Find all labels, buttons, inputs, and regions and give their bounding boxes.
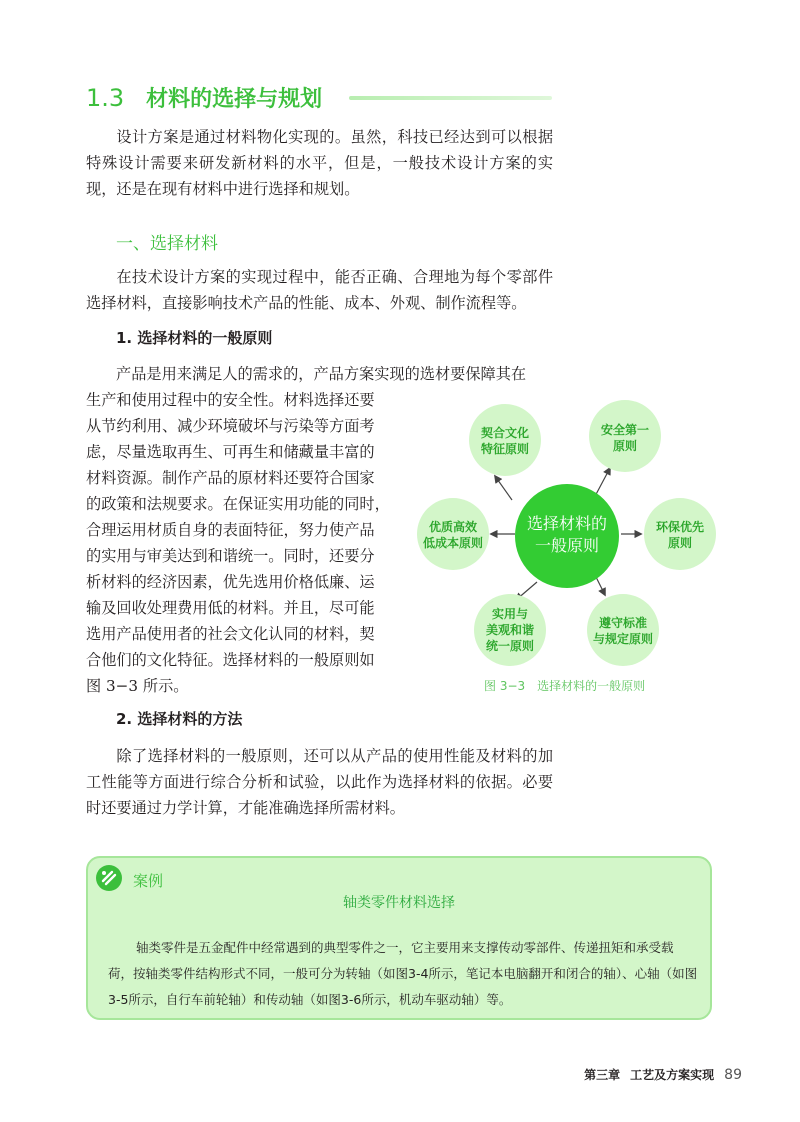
- node-label: 契合文化: [480, 426, 530, 440]
- node-label: 安全第一: [600, 423, 650, 437]
- case-icon: [95, 864, 123, 892]
- principles-diagram: [415, 398, 705, 668]
- node-label: 实用与: [491, 607, 529, 621]
- point1-line: 生产和使用过程中的安全性。材料选择还要: [86, 391, 375, 409]
- point1-line: 从节约利用、减少环境破坏与污染等方面考: [86, 417, 375, 435]
- subsection-text: 在技术设计方案的实现过程中，能否正确、合理地为每个零部件选择材料，直接影响技术产品的性能、成本、外观、制作流程等。: [86, 268, 553, 312]
- section-title: 材料的选择与规划: [146, 87, 323, 112]
- node-label: 与规定原则: [592, 632, 654, 646]
- point1-line: 图 3−3 所示。: [86, 677, 189, 695]
- node-standards: [587, 594, 659, 666]
- point1-line: 合他们的文化特征。选择材料的一般原则如: [86, 651, 375, 669]
- center-label: 一般原则: [534, 536, 600, 555]
- node-safety: [589, 400, 661, 472]
- center-node: [515, 484, 619, 588]
- node-culture: [469, 404, 541, 476]
- node-label: 原则: [612, 439, 638, 453]
- arrow: [495, 476, 512, 500]
- subsection-title: 一、选择材料: [116, 234, 218, 254]
- node-label: 美观和谐: [485, 623, 535, 637]
- node-label: 遵守标准: [598, 616, 648, 630]
- node-label: 低成本原则: [422, 536, 484, 550]
- point2-paragraph: [86, 743, 553, 821]
- node-efficiency: [417, 498, 489, 570]
- node-environment: [644, 498, 716, 570]
- point1-line: 的政策和法规要求。在保证实用功能的同时，: [86, 495, 390, 513]
- point1-line: 合理运用材质自身的表面特征，努力使产品: [86, 521, 375, 539]
- footer-title: 工艺及方案实现: [630, 1068, 715, 1082]
- page-number: 89: [724, 1067, 742, 1083]
- point1-line: 输及回收处理费用低的材料。并且，尽可能: [86, 599, 375, 617]
- point2-title: 2. 选择材料的方法: [116, 710, 243, 728]
- center-label: 选择材料的: [526, 514, 608, 533]
- node-label: 优质高效: [428, 520, 478, 534]
- section-title-rule: [349, 96, 552, 100]
- subsection-paragraph: [86, 264, 553, 316]
- node-label: 环保优先: [655, 520, 705, 534]
- node-label: 特征原则: [480, 442, 530, 456]
- point1-line: 的实用与审美达到和谐统一。同时，还要分: [86, 547, 375, 565]
- point1-line: 产品是用来满足人的需求的，产品方案实现的选材要保障其在: [116, 365, 527, 383]
- point1-title: 1. 选择材料的一般原则: [116, 329, 273, 347]
- case-body-text: 轴类零件是五金配件中经常遇到的典型零件之一，它主要用来支撑传动零部件、传递扭矩和承受载荷，按轴类零件结构形式不同，一般可分为转轴（如图3-4所示，笔记本电脑翻开和闭合的轴）、心轴（如图3-5所示，自行车前轮轴）和传动轴（如图3-6所示，机动车驱动轴）等。: [108, 940, 698, 1007]
- node-label: 原则: [667, 536, 693, 550]
- page-footer: [560, 1066, 742, 1083]
- figure-caption: 图 3−3 选择材料的一般原则: [484, 679, 646, 693]
- intro-paragraph: [86, 124, 553, 202]
- node-harmony: [474, 594, 546, 666]
- point1-line: 材料资源。制作产品的原材料还要符合国家: [86, 469, 375, 487]
- case-label: 案例: [133, 872, 164, 890]
- section-heading: [86, 82, 322, 114]
- point1-line: 析材料的经济因素，优先选用价格低廉、运: [86, 573, 375, 591]
- section-number: 1.3: [86, 84, 125, 112]
- intro-text: 设计方案是通过材料物化实现的。虽然，科技已经达到可以根据特殊设计需要来研发新材料的水平，但是，一般技术设计方案的实现，还是在现有材料中进行选择和规划。: [86, 128, 553, 198]
- footer-chapter: 第三章: [584, 1068, 621, 1082]
- case-body: [108, 935, 698, 1013]
- point1-line: 虑，尽量选取再生、可再生和储藏量丰富的: [86, 443, 375, 461]
- point2-text: 除了选择材料的一般原则，还可以从产品的使用性能及材料的加工性能等方面进行综合分析和试验，以此作为选择材料的依据。必要时还要通过力学计算，才能准确选择所需材料。: [86, 747, 553, 817]
- point1-line: 选用产品使用者的社会文化认同的材料，契: [86, 625, 375, 643]
- case-title: 轴类零件材料选择: [343, 895, 455, 911]
- node-label: 统一原则: [485, 639, 535, 653]
